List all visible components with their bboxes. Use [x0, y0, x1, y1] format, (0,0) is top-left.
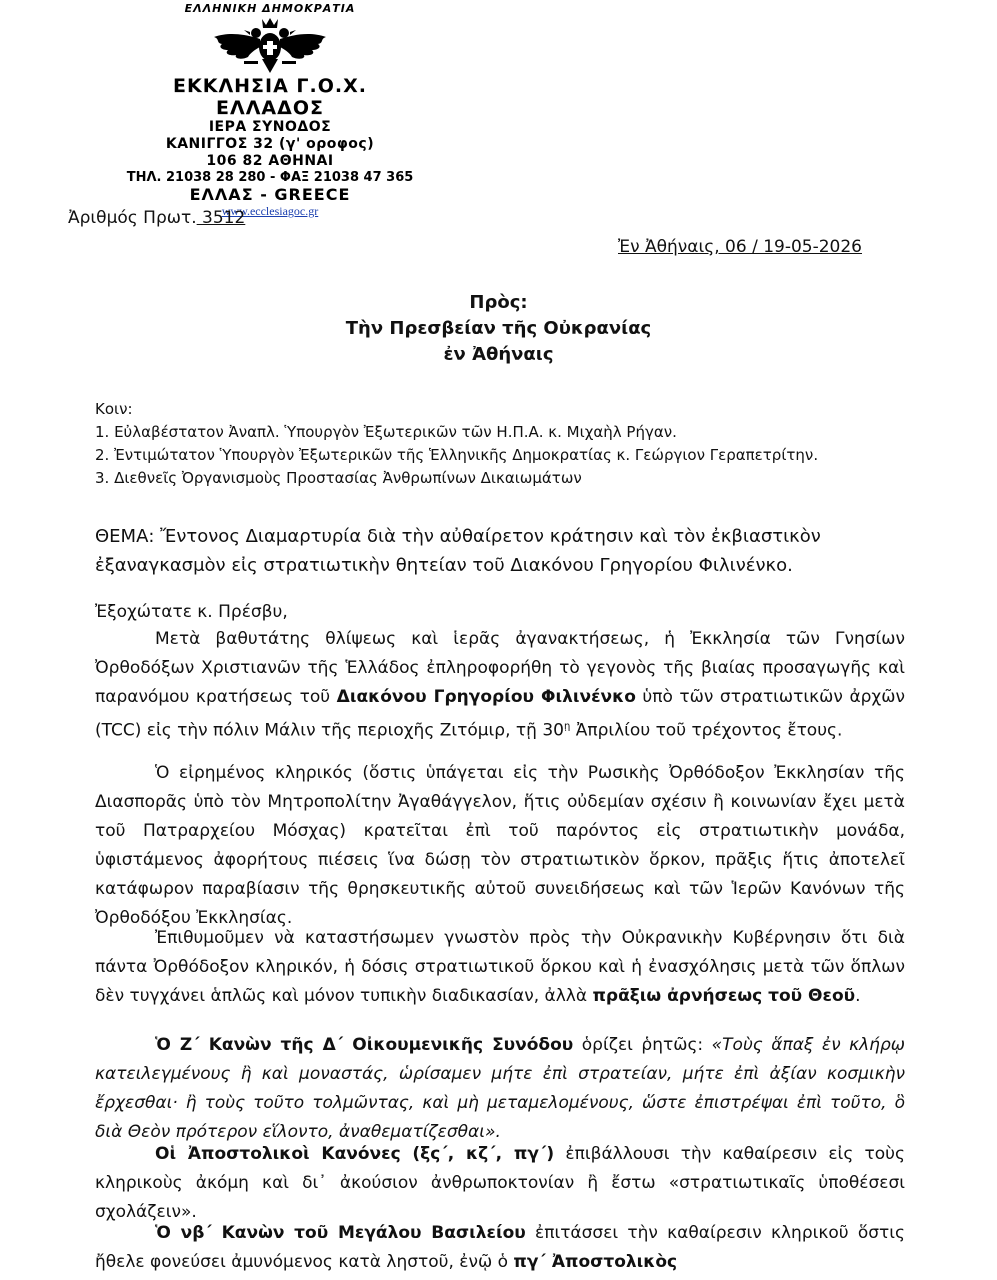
protocol-value: 3512 — [196, 208, 246, 228]
paragraph-1 — [95, 625, 905, 746]
p5-text: ἐπιβάλλουσι τὴν καθαίρεσιν εἰς τοὺς κληρικοὺς ἀκόμη καὶ δι᾽ ἀκούσιον ἀνθρωποκτονίαν ἢ ἔστω «στρατιωτικαῖς ὑποθέσεσι σχολάζειν». — [95, 1144, 905, 1222]
cc-item: 1. Εὐλαβέστατον Ἀναπλ. Ὑπουργὸν Ἐξωτερικῶν τῶν Η.Π.Α. κ. Μιχαὴλ Ρήγαν. — [95, 423, 677, 441]
synod-name: ΙΕΡΑ ΣΥΝΟΔΟΣ — [208, 119, 332, 135]
p1-text-2: ὑπὸ τῶν στρατιωτικῶν ἀρχῶν (TCC) εἰς τὴν πόλιν Μάλιν τῆς περιοχῆς Ζιτόμιρ, τῇ 30 — [95, 687, 905, 741]
basil-canon-reference: Ὁ νβ΄ Κανὼν τοῦ Μεγάλου Βασιλείου — [155, 1223, 526, 1243]
p6-text: ἐπιτάσσει τὴν καθαίρεσιν κληρικοῦ ὅστις ἤθελε φονεύσει ἀμυνόμενος κατὰ ληστοῦ, ἐνῷ ὁ — [95, 1223, 905, 1272]
subject-line2: ἐξαναγκασμὸν εἰς στρατιωτικὴν θητείαν τοῦ Διακόνου Γρηγορίου Φιλινένκο. — [95, 555, 793, 576]
p4-text: ὁρίζει ῥητῶς: — [573, 1035, 712, 1055]
cc-label: Κοιν: — [95, 400, 133, 418]
paragraph-5 — [95, 1140, 905, 1227]
subject-block — [95, 522, 821, 580]
website-link[interactable]: www.ecclesiagoc.gr — [221, 204, 319, 218]
p1-text: Μετὰ βαθυτάτης θλίψεως καὶ ἱερᾶς ἀγανακτήσεως, ἡ Ἐκκλησία τῶν Γνησίων Ὀρθοδόξων Χριστιανῶν τῆς Ἑλλάδος ἐπληροφορήθη τὸ γεγονὸς τῆς βιαίας προσαγωγῆς καὶ παρανόμου κρατήσεως τοῦ — [95, 629, 905, 707]
canon-reference: Ὁ Ζ΄ Κανὼν τῆς Δ΄ Οἰκουμενικῆς Συνόδου — [155, 1035, 574, 1055]
subject-line1: ΘΕΜΑ: Ἔντονος Διαμαρτυρία διὰ τὴν αὐθαίρετον κράτησιν καὶ τὸν ἐκβιαστικὸν — [95, 526, 821, 547]
cc-item: 2. Ἐντιμώτατον Ὑπουργὸν Ἐξωτερικῶν τῆς Ἑλληνικῆς Δημοκρατίας κ. Γεώργιον Γεραπετρίτην. — [95, 446, 819, 464]
p3-emphasis: πρᾶξιω ἀρνήσεως τοῦ Θεοῦ — [592, 986, 856, 1006]
protocol-number — [68, 208, 245, 228]
canon-quote: «Τοὺς ἅπαξ ἐν κλήρῳ κατειλεγμένους ἢ καὶ μοναστάς, ὡρίσαμεν μήτε ἐπὶ στρατείαν, μήτε ἐπὶ ἀξίαν κοσμικὴν ἔρχεσθαι· ἢ τοὺς τοῦτο τολμῶντας, καὶ μὴ μεταμελομένους, ὥστε ἐπιστρέψαι ἐπὶ τοῦτο, ὃ διὰ Θεὸν πρότερον εἵλοντο, ἀναθεματίζεσθαι». — [95, 1035, 905, 1142]
paragraph-4 — [95, 1031, 905, 1147]
salutation: Ἐξοχώτατε κ. Πρέσβυ, — [95, 602, 288, 622]
cc-item: 3. Διεθνεῖς Ὀργανισμοὺς Προστασίας Ἀνθρωπίνων Δικαιωμάτων — [95, 469, 582, 487]
p3-text-2: . — [855, 986, 861, 1006]
p1-ordinal: ῃ — [563, 721, 571, 732]
country: ΕΛΛΑΣ - GREECE — [189, 185, 351, 204]
paragraph-3 — [95, 924, 905, 1011]
p6-emphasis: πγ΄ Ἀποστολικὸς — [513, 1252, 678, 1272]
address-street: ΚΑΝΙΓΓΟΣ 32 (γ' οροφος) — [165, 136, 375, 152]
church-name: ΕΚΚΛΗΣΙΑ Γ.Ο.Χ. ΕΛΛΑΔΟΣ — [173, 75, 367, 119]
recipient-line2: ἐν Ἀθήναις — [443, 344, 554, 365]
recipient-label: Πρὸς: — [469, 292, 528, 313]
letterhead-top: ΕΛΛΗΝΙΚΗ ΔΗΜΟΚΡΑΤΙΑ — [184, 2, 356, 15]
address-city: 106 82 ΑΘΗΝΑΙ — [206, 153, 334, 169]
double-headed-eagle-icon — [210, 17, 330, 75]
deacon-name: Διακόνου Γρηγορίου Φιλινένκο — [336, 687, 636, 707]
paragraph-2: Ὁ εἰρημένος κληρικός (ὅστις ὑπάγεται εἰς τὴν Ρωσικὴς Ὀρθόδοξον Ἐκκλησίαν τῆς Διασπορᾶς ὑπὸ τὸν Μητροπολίτην Ἀγαθάγγελον, ἥτις οὐδεμίαν σχέσιν ἢ κοινωνίαν ἔχει μετὰ τοῦ Πατραρχείου Μόσχας) κρατεῖται ἐπὶ τοῦ παρόντος εἰς στρατιωτικὴν μονάδα, ὑφιστάμενος ἀφορήτους πιέσεις ἵνα δώσῃ τὸν στρατιωτικὸν ὅρκον, πρᾶξις ἥτις ἀποτελεῖ κατάφωρον παραβίασιν τῆς θρησκευτικῆς αὐτοῦ συνειδήσεως καὶ τῶν Ἱερῶν Κανόνων τῆς Ὀρθοδόξου Ἐκκλησίας. — [95, 763, 905, 928]
cc-block — [95, 398, 818, 490]
apostolic-canons-reference: Οἱ Ἀποστολικοὶ Κανόνες (ξς΄, κζ΄, πγ΄) — [155, 1144, 555, 1164]
document-date: Ἐν Ἀθήναις, 06 / 19-05-2026 — [618, 237, 862, 257]
p3-text: Ἐπιθυμοῦμεν νὰ καταστήσωμεν γνωστὸν πρὸς τὴν Οὐκρανικὴν Κυβέρνησιν ὅτι διὰ πάντα Ὀρθόδοξον κληρικόν, ἡ δόσις στρατιωτικοῦ ὅρκου καὶ ἡ ἐνασχόλησις μετὰ τῶν ὅπλων δὲν τυγχάνει ἁπλῶς καὶ μόνον τυπικὴν διαδικασίαν, ἀλλὰ — [95, 928, 905, 1006]
letterhead — [120, 0, 420, 218]
p1-text-3: Ἀπριλίου τοῦ τρέχοντος ἔτους. — [570, 720, 843, 741]
paragraph-6 — [95, 1219, 905, 1277]
recipient-line1: Τὴν Πρεσβείαν τῆς Οὐκρανίας — [345, 318, 652, 339]
phone-fax: ΤΗΛ. 21038 28 280 - ΦΑΞ 21038 47 365 — [126, 170, 414, 185]
protocol-label: Ἀριθμός Πρωτ. — [68, 208, 197, 228]
